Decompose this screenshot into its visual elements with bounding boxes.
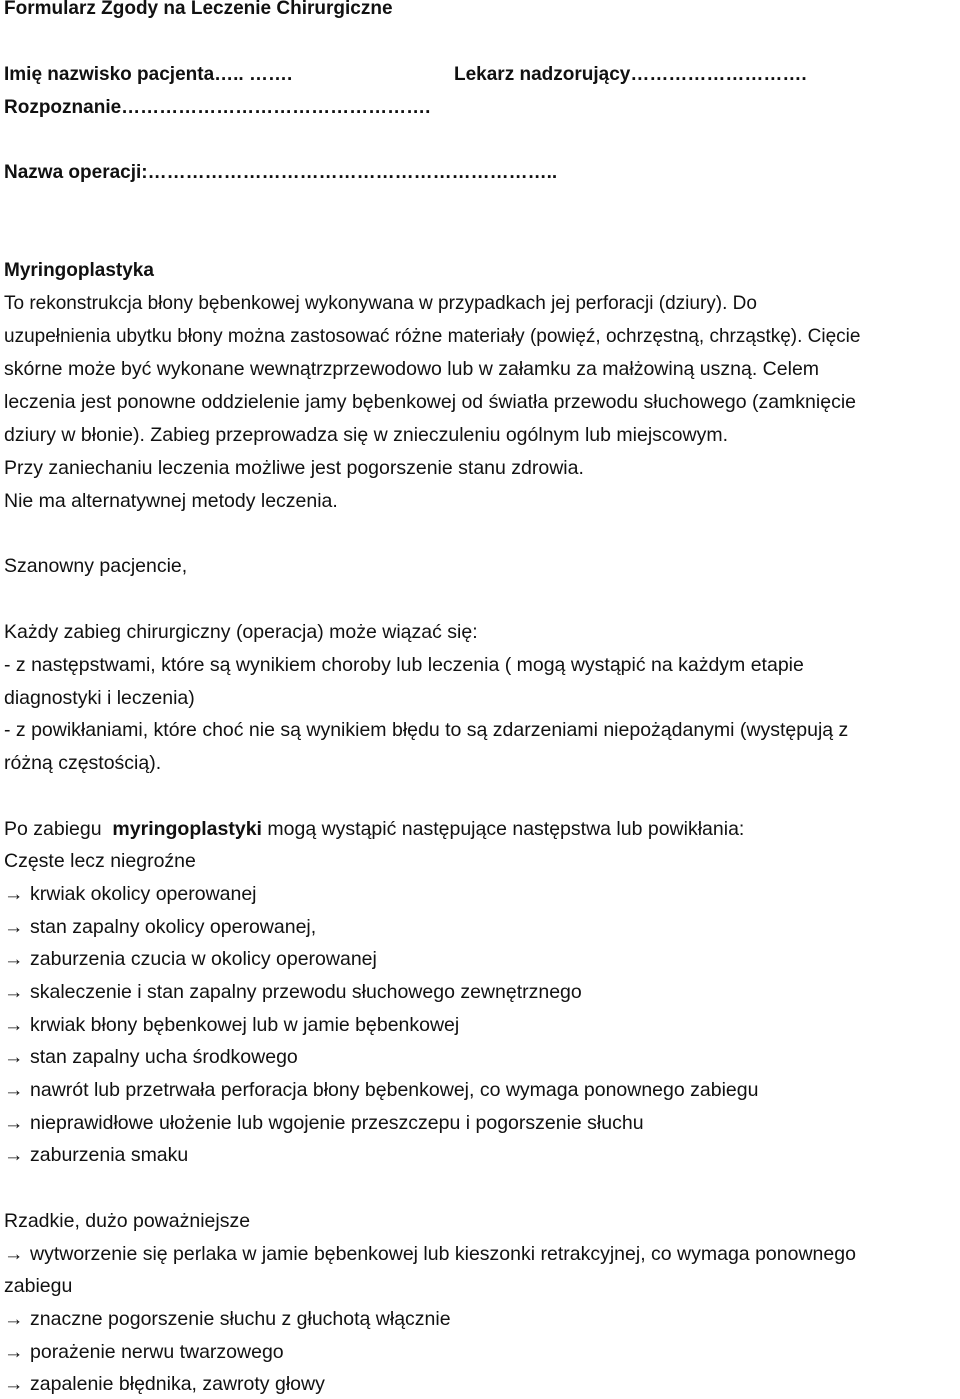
supervising-doctor-field: Lekarz nadzorujący………………………. <box>454 64 807 85</box>
arrow-icon: → <box>4 1308 24 1330</box>
list-item: → zaburzenia smaku <box>4 1144 189 1166</box>
rare-heading: Rzadkie, dużo poważniejsze <box>4 1210 251 1232</box>
intro-line: - z powikłaniami, które choć nie są wynikiem błędu to są zdarzeniami niepożądanymi (występują z <box>4 719 849 741</box>
description-line: Przy zaniechaniu leczenia możliwe jest pogorszenie stanu zdrowia. <box>4 457 584 479</box>
list-item: → porażenie nerwu twarzowego <box>4 1341 284 1363</box>
description-line: Nie ma alternatywnej metody leczenia. <box>4 490 338 512</box>
arrow-icon: → <box>4 948 24 970</box>
list-item: → nieprawidłowe ułożenie lub wgojenie przeszczepu i pogorszenie słuchu <box>4 1112 644 1134</box>
arrow-icon: → <box>4 1243 24 1265</box>
list-item: → stan zapalny okolicy operowanej, <box>4 916 317 938</box>
arrow-icon: → <box>4 1112 24 1134</box>
list-item: → skaleczenie i stan zapalny przewodu słuchowego zewnętrznego <box>4 981 582 1003</box>
intro-line: - z następstwami, które są wynikiem choroby lub leczenia ( mogą wystąpić na każdym etapie <box>4 654 804 676</box>
operation-name-field: Nazwa operacji:……………………………………………………….. <box>4 162 558 183</box>
description-line: skórne może być wykonane wewnątrzprzewodowo lub w załamku za małżowiną uszną. Celem <box>4 358 820 380</box>
patient-name-field: Imię nazwisko pacjenta….. ……. <box>4 64 293 85</box>
arrow-icon: → <box>4 1014 24 1036</box>
list-item: → stan zapalny ucha środkowego <box>4 1046 298 1068</box>
description-line: dziury w błonie). Zabieg przeprowadza się w znieczuleniu ogólnym lub miejscowym. <box>4 424 728 446</box>
arrow-icon: → <box>4 1373 24 1395</box>
arrow-icon: → <box>4 916 24 938</box>
complications-intro <box>4 816 744 842</box>
arrow-icon: → <box>4 1144 24 1166</box>
arrow-icon: → <box>4 1046 24 1068</box>
section-title: Myringoplastyka <box>4 260 154 281</box>
arrow-icon: → <box>4 1341 24 1363</box>
form-title: Formularz Zgody na Leczenie Chirurgiczne <box>4 0 393 19</box>
intro-line: Każdy zabieg chirurgiczny (operacja) może wiązać się: <box>4 621 478 643</box>
list-item: → zaburzenia czucia w okolicy operowanej <box>4 948 377 970</box>
procedure-name: myringoplastyki <box>112 818 262 840</box>
list-item: → znaczne pogorszenie słuchu z głuchotą włącznie <box>4 1308 451 1330</box>
description-line: To rekonstrukcja błony bębenkowej wykonywana w przypadkach jej perforacji (dziury). Do <box>4 293 757 314</box>
list-item: → krwiak błony bębenkowej lub w jamie bębenkowej <box>4 1014 460 1036</box>
list-item: → nawrót lub przetrwała perforacja błony bębenkowej, co wymaga ponownego zabiegu <box>4 1079 759 1101</box>
arrow-icon: → <box>4 1079 24 1101</box>
arrow-icon: → <box>4 883 24 905</box>
intro-suffix: mogą wystąpić następujące następstwa lub powikłania: <box>267 818 745 840</box>
list-item: → zapalenie błędnika, zawroty głowy <box>4 1373 325 1395</box>
common-heading: Częste lecz niegroźne <box>4 850 196 872</box>
description-line: leczenia jest ponowne oddzielenie jamy bębenkowej od światła przewodu słuchowego (zamknięcie <box>4 391 856 413</box>
description-line: uzupełnienia ubytku błony można zastosować różne materiały (powięź, ochrzęstną, chrząstkę). Cięcie <box>4 326 861 347</box>
list-item: → wytworzenie się perlaka w jamie bębenkowej lub kieszonki retrakcyjnej, co wymaga ponownego <box>4 1243 856 1265</box>
arrow-icon: → <box>4 981 24 1003</box>
list-item-continuation: zabiegu <box>4 1275 73 1297</box>
greeting: Szanowny pacjencie, <box>4 555 188 577</box>
diagnosis-field: Rozpoznanie…………………………………………. <box>4 97 431 118</box>
intro-line: różną częstością). <box>4 752 162 774</box>
intro-line: diagnostyki i leczenia) <box>4 687 195 709</box>
list-item: → krwiak okolicy operowanej <box>4 883 257 905</box>
intro-prefix: Po zabiegu <box>4 818 102 840</box>
